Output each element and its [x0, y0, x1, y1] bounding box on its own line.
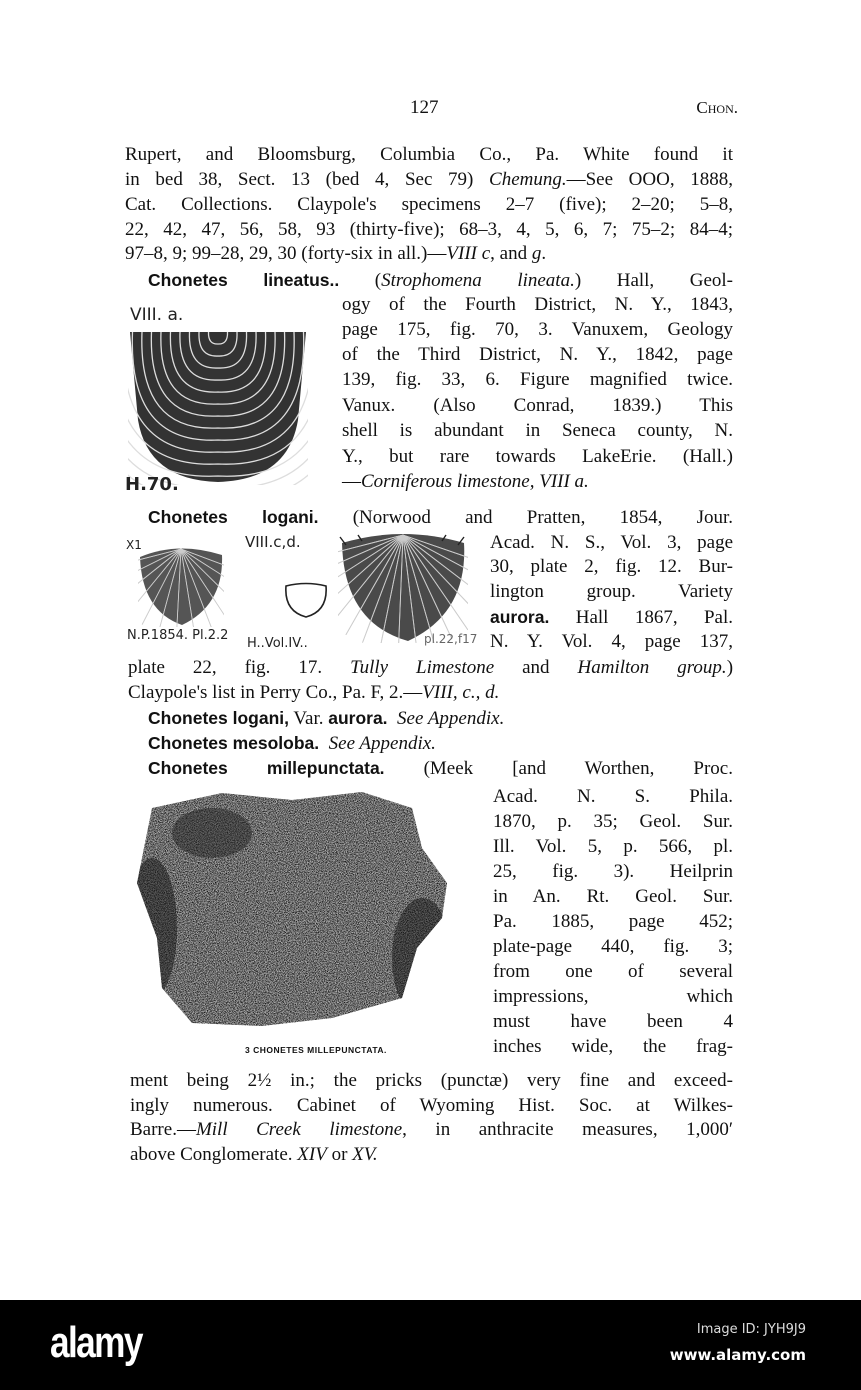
text-line — [125, 242, 546, 266]
figure-label: VIII.c,d. — [245, 533, 301, 551]
watermark-url: www.alamy.com — [669, 1346, 806, 1364]
text-line — [493, 1010, 733, 1034]
text-line — [490, 531, 733, 555]
text: Hall 1867, Pal. — [549, 607, 733, 628]
text: XV. — [352, 1144, 378, 1165]
text: ogy of the Fourth District, N. Y., 1843, — [342, 294, 733, 315]
text: (Meek [and Worthen, Proc. — [384, 758, 733, 779]
text: 30, plate 2, fig. 12. Bur- — [490, 556, 733, 577]
entry-logani-aurora — [148, 706, 504, 730]
text: ingly numerous. Cabinet of Wyoming Hist. Soc. at Wilkes- — [130, 1095, 733, 1116]
text: lington group. Variety — [490, 581, 733, 602]
text-line — [342, 445, 733, 469]
text: Strophomena lineata. — [381, 270, 575, 291]
text-line — [130, 1094, 733, 1118]
text-line — [493, 985, 733, 1009]
text: Corniferous limestone, VIII a. — [361, 471, 589, 492]
species-name: Chonetes logani, — [148, 708, 289, 728]
text: Hamilton group. — [577, 657, 727, 678]
text: XIV — [297, 1144, 327, 1165]
text-line — [342, 394, 733, 418]
entry-chonetes-millepunctata — [148, 756, 733, 780]
figure-label: pl.22,f17 — [424, 632, 478, 646]
text: Acad. N. S. Phila. — [493, 786, 733, 807]
image-id: Image ID: JYH9J9 — [696, 1322, 806, 1337]
text: plate-page 440, fig. 3; — [493, 936, 733, 957]
text-line — [125, 218, 733, 242]
text: Chemung. — [489, 169, 567, 190]
text: must have been 4 — [493, 1011, 733, 1032]
text-line — [493, 785, 733, 809]
text: See Appendix. — [328, 733, 436, 754]
text: in An. Rt. Geol. Sur. — [493, 886, 733, 907]
text-line — [490, 605, 733, 629]
text-line — [128, 656, 733, 680]
alamy-logo: alamy — [50, 1318, 142, 1367]
text: g — [531, 243, 542, 264]
figure-label: H.70. — [125, 474, 179, 495]
figure-label: N.P.1854. Pl.2.2 — [127, 628, 229, 643]
text: ) Hall, Geol- — [574, 270, 733, 291]
text-line — [125, 143, 733, 167]
lineatus-shell-illustration — [128, 330, 308, 485]
text: Acad. N. S., Vol. 3, page — [490, 532, 733, 553]
text-line — [128, 681, 499, 705]
text-line — [342, 470, 589, 494]
entry-chonetes-logani — [148, 505, 733, 529]
text: plate 22, fig. 17. — [128, 657, 351, 678]
text — [388, 708, 398, 729]
text: ) — [726, 657, 733, 678]
text: . — [541, 243, 547, 264]
text-line — [130, 1143, 378, 1167]
text-line — [490, 555, 733, 579]
text: 22, 42, 47, 56, 58, 93 (thirty-five); 68–3, 4, 5, 6, 7; 75–2; 84–4; — [125, 219, 733, 240]
text-line — [130, 1118, 733, 1142]
species-name: Chonetes lineatus.. — [148, 270, 340, 290]
text-line — [493, 910, 733, 934]
text: aurora. — [328, 708, 388, 728]
millepunctata-rock-illustration — [132, 788, 448, 1028]
text-line — [130, 1069, 733, 1093]
text: Barre.— — [130, 1119, 196, 1140]
text-line — [493, 810, 733, 834]
text: and — [494, 657, 578, 678]
logani-shell-large-illustration — [338, 533, 468, 643]
species-name: Chonetes logani. — [148, 507, 319, 527]
text: Y., but rare towards LakeErie. (Hall.) — [342, 446, 733, 467]
text: Claypole's list in Perry Co., Pa. F, 2.— — [128, 682, 423, 703]
text: ment being 2½ in.; the pricks (punctæ) very fine and exceed- — [130, 1070, 733, 1091]
text-line — [342, 293, 733, 317]
text: Tully Limestone — [350, 657, 495, 678]
text: —See OOO, 1888, — [566, 169, 733, 190]
figure-caption: 3 CHONETES MILLEPUNCTATA. — [245, 1045, 387, 1055]
logani-outline-illustration — [282, 581, 330, 619]
text: 25, fig. 3). Heilprin — [493, 861, 733, 882]
text: or — [326, 1144, 353, 1165]
text-line — [342, 419, 733, 443]
text-line — [493, 885, 733, 909]
text: from one of several — [493, 961, 733, 982]
text: 139, fig. 33, 6. Figure magnified twice. — [342, 369, 733, 390]
text: See Appendix. — [397, 708, 505, 729]
species-name: Chonetes millepunctata. — [148, 758, 385, 778]
watermark-bar — [0, 1300, 861, 1390]
text: shell is abundant in Seneca county, N. — [342, 420, 733, 441]
text-line — [490, 580, 733, 604]
text: (Norwood and Pratten, 1854, Jour. — [318, 507, 733, 528]
running-head: Chon. — [696, 98, 738, 117]
text: aurora. — [490, 607, 550, 627]
text: VIII c — [446, 243, 491, 264]
text: Var. — [288, 708, 329, 729]
text: of the Third District, N. Y., 1842, page — [342, 344, 733, 365]
text-line — [125, 193, 733, 217]
text: VIII, c., d. — [422, 682, 500, 703]
text: 1870, p. 35; Geol. Sur. — [493, 811, 733, 832]
text: above Conglomerate. — [130, 1144, 298, 1165]
text-line — [490, 630, 733, 654]
figure-label: VIII. a. — [130, 305, 184, 325]
text: Vanux. (Also Conrad, 1839.) This — [342, 395, 733, 416]
text: Cat. Collections. Claypole's specimens 2–7 (five); 2–20; 5–8, — [125, 194, 733, 215]
text-line — [342, 318, 733, 342]
text: Ill. Vol. 5, p. 566, pl. — [493, 836, 733, 857]
text: Rupert, and Bloomsburg, Columbia Co., Pa. White found it — [125, 144, 733, 165]
text: impressions, which — [493, 986, 733, 1007]
species-name: Chonetes mesoloba. — [148, 733, 320, 753]
figure-label: X1 — [126, 538, 142, 552]
text: N. Y. Vol. 4, page 137, — [490, 631, 733, 652]
text: — — [342, 471, 361, 492]
text: Mill Creek limestone — [195, 1119, 403, 1140]
text: inches wide, the frag- — [493, 1036, 733, 1057]
text: in bed 38, Sect. 13 (bed 4, Sec 79) — [125, 169, 490, 190]
entry-chonetes-lineatus — [148, 268, 733, 292]
entry-chonetes-mesoloba — [148, 731, 436, 755]
text: page 175, fig. 70, 3. Vanuxem, Geology — [342, 319, 733, 340]
text: ( — [339, 270, 382, 291]
text-line — [493, 960, 733, 984]
text-line — [493, 1035, 733, 1059]
text: , in anthracite measures, 1,000′ — [402, 1119, 733, 1140]
text-line — [125, 168, 733, 192]
text-line — [493, 860, 733, 884]
text-line — [493, 835, 733, 859]
page-number: 127 — [410, 97, 439, 118]
text — [319, 733, 329, 754]
text: 97–8, 9; 99–28, 29, 30 (forty-six in all.)— — [125, 243, 447, 264]
text: , and — [490, 243, 532, 264]
text: Pa. 1885, page 452; — [493, 911, 733, 932]
text-line — [493, 935, 733, 959]
text-line — [342, 343, 733, 367]
text-line — [342, 368, 733, 392]
logani-shell-small-illustration — [138, 545, 224, 627]
figure-label: H..Vol.IV.. — [247, 636, 308, 651]
